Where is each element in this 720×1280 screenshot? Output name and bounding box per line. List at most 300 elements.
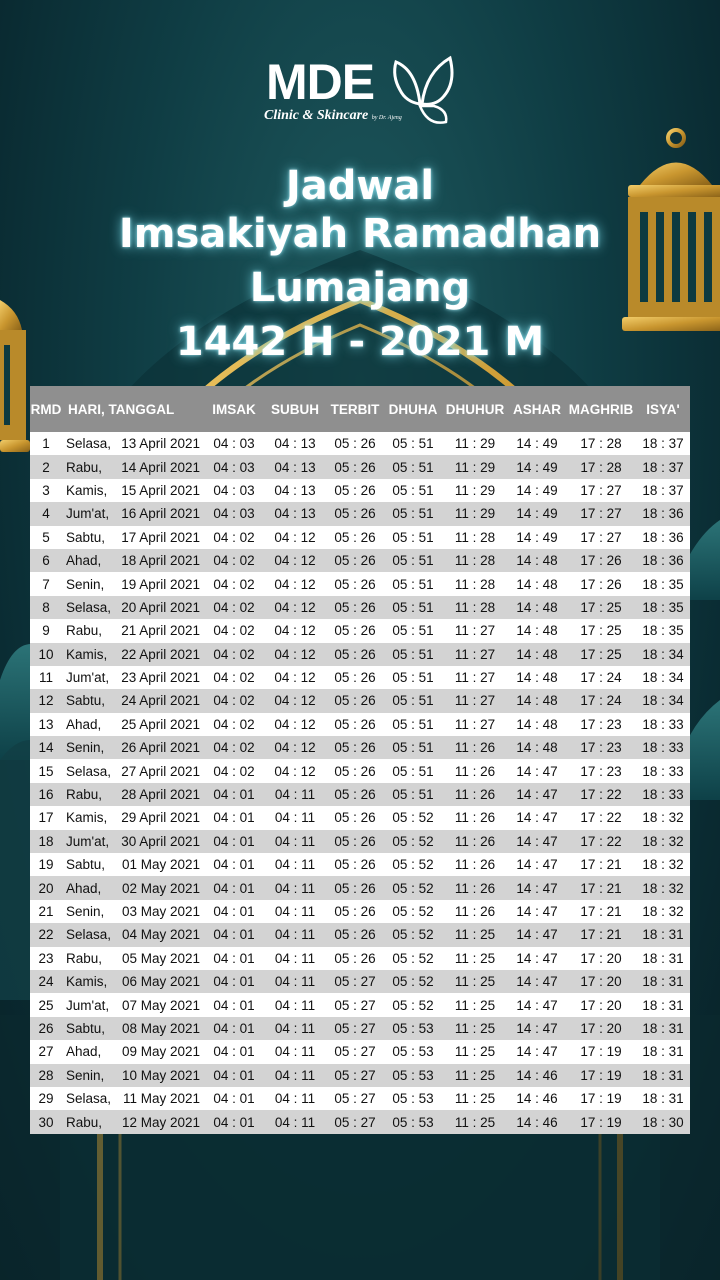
- cell-imsak: 04 : 01: [213, 857, 255, 873]
- cell-terbit: 05 : 26: [334, 950, 376, 966]
- cell-ashar: 14 : 49: [516, 459, 558, 475]
- cell-ashar: 14 : 48: [516, 599, 558, 615]
- cell-subuh: 04 : 11: [274, 997, 316, 1013]
- cell-isya: 18 : 32: [642, 880, 684, 896]
- cell-subuh: 04 : 11: [274, 880, 316, 896]
- header-isya: ISYA': [646, 401, 680, 417]
- cell-rmd: 12: [38, 693, 54, 709]
- cell-terbit: 05 : 26: [334, 553, 376, 569]
- cell-subuh: 04 : 11: [274, 833, 316, 849]
- cell-subuh: 04 : 11: [274, 927, 316, 943]
- cell-imsak: 04 : 02: [213, 599, 255, 615]
- cell-rmd: 20: [38, 880, 54, 896]
- cell-imsak: 04 : 01: [213, 810, 255, 826]
- cell-subuh: 04 : 11: [274, 904, 316, 919]
- cell-hari: Ahad,: [66, 553, 102, 569]
- imsakiyah-schedule-table: [30, 386, 690, 1134]
- table-row: [30, 549, 690, 572]
- header-subuh: SUBUH: [270, 401, 319, 417]
- cell-rmd: 15: [38, 763, 54, 779]
- cell-terbit: 05 : 26: [334, 810, 376, 826]
- cell-imsak: 04 : 03: [213, 459, 255, 475]
- cell-imsak: 04 : 03: [213, 436, 255, 452]
- cell-dhuhur: 11 : 25: [454, 1044, 496, 1060]
- cell-tanggal: 10 May 2021: [121, 1067, 200, 1083]
- cell-terbit: 05 : 27: [334, 1067, 376, 1083]
- cell-dhuha: 05 : 51: [392, 646, 434, 662]
- cell-dhuhur: 11 : 28: [454, 576, 496, 592]
- table-row: [30, 666, 690, 689]
- cell-imsak: 04 : 01: [213, 787, 255, 803]
- cell-dhuha: 05 : 51: [392, 482, 434, 498]
- table-row: [30, 759, 690, 782]
- cell-rmd: 11: [38, 670, 53, 686]
- cell-imsak: 04 : 02: [213, 623, 255, 639]
- cell-ashar: 14 : 47: [516, 833, 558, 849]
- cell-maghrib: 17 : 25: [580, 646, 622, 662]
- cell-tanggal: 06 May 2021: [121, 974, 200, 990]
- cell-ashar: 14 : 48: [516, 670, 558, 686]
- cell-ashar: 14 : 48: [516, 553, 558, 569]
- cell-terbit: 05 : 26: [334, 646, 376, 662]
- cell-hari: Rabu,: [66, 1114, 103, 1130]
- cell-rmd: 10: [38, 646, 54, 662]
- cell-isya: 18 : 31: [642, 927, 684, 943]
- cell-tanggal: 11 May 2021: [122, 1091, 200, 1107]
- cell-ashar: 14 : 47: [516, 997, 558, 1013]
- cell-isya: 18 : 31: [642, 997, 684, 1013]
- table-row: [30, 572, 690, 595]
- header-rmd: RMD: [30, 401, 62, 417]
- cell-dhuha: 05 : 51: [392, 716, 434, 732]
- cell-subuh: 04 : 12: [274, 599, 316, 615]
- brand-tagline: Clinic & Skincare by Dr. Ajeng: [264, 108, 402, 123]
- cell-rmd: 23: [38, 950, 54, 966]
- cell-tanggal: 17 April 2021: [121, 529, 200, 545]
- cell-subuh: 04 : 13: [274, 482, 316, 498]
- cell-maghrib: 17 : 23: [580, 763, 622, 779]
- table-row: [30, 1064, 690, 1087]
- cell-isya: 18 : 31: [642, 974, 684, 990]
- cell-terbit: 05 : 26: [334, 904, 376, 919]
- cell-terbit: 05 : 26: [334, 459, 376, 475]
- cell-ashar: 14 : 47: [516, 857, 558, 873]
- cell-maghrib: 17 : 21: [580, 857, 622, 873]
- cell-rmd: 6: [42, 553, 50, 569]
- cell-isya: 18 : 37: [642, 459, 684, 475]
- cell-tanggal: 28 April 2021: [121, 787, 200, 803]
- table-row: [30, 970, 690, 993]
- cell-tanggal: 20 April 2021: [121, 599, 200, 615]
- cell-subuh: 04 : 12: [274, 693, 316, 709]
- cell-hari: Selasa,: [66, 1091, 112, 1107]
- cell-hari: Senin,: [66, 576, 105, 592]
- cell-rmd: 25: [38, 997, 54, 1013]
- cell-ashar: 14 : 48: [516, 716, 558, 732]
- cell-dhuhur: 11 : 29: [454, 436, 496, 452]
- cell-imsak: 04 : 01: [213, 1044, 255, 1060]
- cell-dhuha: 05 : 53: [392, 1067, 434, 1083]
- table-row: [30, 689, 690, 712]
- cell-ashar: 14 : 47: [516, 1044, 558, 1060]
- cell-hari: Rabu,: [66, 787, 103, 803]
- cell-ashar: 14 : 47: [516, 787, 558, 803]
- cell-imsak: 04 : 01: [213, 904, 255, 919]
- brand-name: MDE: [266, 54, 375, 110]
- cell-imsak: 04 : 01: [213, 833, 255, 849]
- cell-imsak: 04 : 01: [213, 997, 255, 1013]
- cell-maghrib: 17 : 23: [580, 716, 622, 732]
- cell-subuh: 04 : 11: [274, 1020, 316, 1036]
- cell-terbit: 05 : 26: [334, 482, 376, 498]
- cell-tanggal: 29 April 2021: [121, 810, 200, 826]
- cell-tanggal: 23 April 2021: [121, 670, 200, 686]
- cell-dhuhur: 11 : 25: [454, 997, 496, 1013]
- cell-ashar: 14 : 47: [516, 810, 558, 826]
- table-row: [30, 713, 690, 736]
- cell-tanggal: 02 May 2021: [121, 880, 200, 896]
- cell-imsak: 04 : 01: [213, 974, 255, 990]
- cell-imsak: 04 : 02: [213, 740, 255, 756]
- cell-rmd: 8: [42, 599, 50, 615]
- cell-dhuha: 05 : 51: [392, 459, 434, 475]
- cell-terbit: 05 : 26: [334, 506, 376, 522]
- cell-dhuhur: 11 : 26: [454, 904, 496, 919]
- cell-rmd: 19: [38, 857, 54, 873]
- table-row: [30, 1017, 690, 1040]
- cell-maghrib: 17 : 20: [580, 997, 622, 1013]
- cell-imsak: 04 : 02: [213, 646, 255, 662]
- cell-ashar: 14 : 47: [516, 1020, 558, 1036]
- cell-imsak: 04 : 03: [213, 506, 255, 522]
- cell-subuh: 04 : 13: [274, 459, 316, 475]
- cell-dhuhur: 11 : 26: [454, 880, 496, 896]
- cell-dhuha: 05 : 51: [392, 436, 434, 452]
- cell-isya: 18 : 32: [642, 857, 684, 873]
- table-row: [30, 853, 690, 876]
- cell-maghrib: 17 : 22: [580, 787, 622, 803]
- cell-hari: Senin,: [66, 740, 105, 756]
- cell-imsak: 04 : 01: [213, 1091, 255, 1107]
- table-row: [30, 1087, 690, 1110]
- cell-isya: 18 : 36: [642, 553, 684, 569]
- cell-tanggal: 18 April 2021: [121, 553, 200, 569]
- cell-dhuhur: 11 : 27: [454, 670, 496, 686]
- table-row: [30, 643, 690, 666]
- cell-maghrib: 17 : 28: [580, 459, 622, 475]
- table-row: [30, 619, 690, 642]
- cell-isya: 18 : 31: [642, 1044, 684, 1060]
- cell-maghrib: 17 : 19: [580, 1044, 622, 1060]
- cell-dhuha: 05 : 52: [392, 950, 434, 966]
- cell-maghrib: 17 : 20: [580, 950, 622, 966]
- cell-ashar: 14 : 48: [516, 646, 558, 662]
- cell-hari: Kamis,: [66, 646, 108, 662]
- cell-isya: 18 : 37: [642, 482, 684, 498]
- cell-subuh: 04 : 12: [274, 763, 316, 779]
- cell-subuh: 04 : 11: [274, 787, 316, 803]
- cell-tanggal: 16 April 2021: [121, 506, 200, 522]
- cell-hari: Sabtu,: [66, 1020, 106, 1036]
- schedule-table-container: [30, 386, 690, 1134]
- cell-imsak: 04 : 02: [213, 670, 255, 686]
- cell-subuh: 04 : 11: [274, 1114, 316, 1130]
- header-imsak: IMSAK: [212, 401, 256, 417]
- cell-ashar: 14 : 47: [516, 927, 558, 943]
- cell-rmd: 13: [38, 716, 54, 732]
- cell-subuh: 04 : 12: [274, 646, 316, 662]
- cell-dhuha: 05 : 53: [392, 1114, 434, 1130]
- cell-isya: 18 : 31: [642, 1020, 684, 1036]
- cell-dhuhur: 11 : 25: [454, 1067, 496, 1083]
- cell-dhuhur: 11 : 28: [454, 599, 496, 615]
- cell-dhuha: 05 : 51: [392, 670, 434, 686]
- cell-hari: Senin,: [66, 904, 105, 919]
- cell-maghrib: 17 : 26: [580, 553, 622, 569]
- header-hari-tanggal: HARI, TANGGAL: [68, 401, 175, 417]
- cell-dhuha: 05 : 52: [392, 904, 434, 919]
- cell-ashar: 14 : 49: [516, 529, 558, 545]
- cell-terbit: 05 : 27: [334, 1044, 376, 1060]
- cell-rmd: 30: [38, 1114, 54, 1130]
- cell-hari: Kamis,: [66, 482, 108, 498]
- cell-imsak: 04 : 02: [213, 763, 255, 779]
- cell-dhuha: 05 : 51: [392, 599, 434, 615]
- table-row: [30, 1110, 690, 1133]
- cell-imsak: 04 : 01: [213, 950, 255, 966]
- cell-dhuha: 05 : 52: [392, 880, 434, 896]
- cell-terbit: 05 : 26: [334, 436, 376, 452]
- cell-rmd: 16: [38, 787, 54, 803]
- title-line-3: Lumajang: [249, 265, 471, 311]
- cell-tanggal: 26 April 2021: [121, 740, 200, 756]
- cell-terbit: 05 : 26: [334, 576, 376, 592]
- cell-hari: Ahad,: [66, 716, 102, 732]
- title-line-1: Jadwal: [285, 163, 435, 209]
- cell-maghrib: 17 : 27: [580, 506, 622, 522]
- cell-maghrib: 17 : 22: [580, 833, 622, 849]
- cell-terbit: 05 : 27: [334, 1020, 376, 1036]
- cell-tanggal: 19 April 2021: [121, 576, 200, 592]
- cell-terbit: 05 : 26: [334, 623, 376, 639]
- table-row: [30, 526, 690, 549]
- cell-isya: 18 : 34: [642, 670, 684, 686]
- cell-subuh: 04 : 11: [274, 974, 316, 990]
- cell-terbit: 05 : 27: [334, 1114, 376, 1130]
- cell-ashar: 14 : 49: [516, 482, 558, 498]
- header-dhuha: DHUHA: [388, 401, 438, 417]
- cell-isya: 18 : 33: [642, 763, 684, 779]
- cell-subuh: 04 : 12: [274, 529, 316, 545]
- cell-ashar: 14 : 47: [516, 974, 558, 990]
- cell-isya: 18 : 34: [642, 693, 684, 709]
- table-row: [30, 900, 690, 923]
- cell-imsak: 04 : 01: [213, 880, 255, 896]
- cell-hari: Ahad,: [66, 880, 102, 896]
- cell-dhuhur: 11 : 26: [454, 787, 496, 803]
- cell-dhuhur: 11 : 25: [454, 1114, 496, 1130]
- cell-ashar: 14 : 48: [516, 576, 558, 592]
- cell-imsak: 04 : 02: [213, 693, 255, 709]
- table-row: [30, 876, 690, 899]
- table-row: [30, 736, 690, 759]
- cell-tanggal: 22 April 2021: [121, 646, 200, 662]
- cell-tanggal: 09 May 2021: [121, 1044, 200, 1060]
- cell-terbit: 05 : 26: [334, 716, 376, 732]
- cell-tanggal: 13 April 2021: [121, 436, 200, 452]
- cell-ashar: 14 : 46: [516, 1114, 558, 1130]
- cell-maghrib: 17 : 22: [580, 810, 622, 826]
- cell-ashar: 14 : 46: [516, 1091, 558, 1107]
- cell-maghrib: 17 : 21: [580, 927, 622, 943]
- cell-isya: 18 : 35: [642, 599, 684, 615]
- cell-subuh: 04 : 11: [274, 950, 316, 966]
- cell-hari: Selasa,: [66, 436, 112, 452]
- cell-maghrib: 17 : 26: [580, 576, 622, 592]
- cell-subuh: 04 : 11: [274, 1044, 316, 1060]
- cell-dhuha: 05 : 51: [392, 506, 434, 522]
- cell-rmd: 24: [38, 974, 54, 990]
- cell-maghrib: 17 : 28: [580, 436, 622, 452]
- cell-dhuha: 05 : 52: [392, 833, 434, 849]
- cell-hari: Sabtu,: [66, 693, 106, 709]
- cell-dhuha: 05 : 52: [392, 997, 434, 1013]
- cell-dhuha: 05 : 51: [392, 763, 434, 779]
- cell-dhuhur: 11 : 28: [454, 553, 496, 569]
- cell-tanggal: 01 May 2021: [121, 857, 200, 873]
- cell-dhuhur: 11 : 27: [454, 623, 496, 639]
- cell-ashar: 14 : 49: [516, 506, 558, 522]
- cell-maghrib: 17 : 21: [580, 904, 622, 919]
- table-row: [30, 432, 690, 455]
- cell-dhuhur: 11 : 25: [454, 927, 496, 943]
- cell-dhuhur: 11 : 27: [454, 693, 496, 709]
- cell-dhuhur: 11 : 29: [454, 482, 496, 498]
- cell-ashar: 14 : 46: [516, 1067, 558, 1083]
- cell-dhuhur: 11 : 27: [454, 716, 496, 732]
- cell-hari: Sabtu,: [66, 857, 106, 873]
- cell-terbit: 05 : 26: [334, 763, 376, 779]
- cell-dhuha: 05 : 52: [392, 857, 434, 873]
- cell-terbit: 05 : 27: [334, 997, 376, 1013]
- cell-rmd: 27: [38, 1044, 54, 1060]
- table-body: [30, 432, 690, 1134]
- cell-terbit: 05 : 26: [334, 599, 376, 615]
- cell-tanggal: 14 April 2021: [121, 459, 200, 475]
- cell-hari: Selasa,: [66, 599, 112, 615]
- cell-dhuhur: 11 : 25: [454, 950, 496, 966]
- cell-imsak: 04 : 02: [213, 576, 255, 592]
- cell-isya: 18 : 37: [642, 436, 684, 452]
- cell-isya: 18 : 34: [642, 646, 684, 662]
- cell-dhuhur: 11 : 28: [454, 529, 496, 545]
- cell-terbit: 05 : 26: [334, 880, 376, 896]
- cell-subuh: 04 : 11: [274, 810, 316, 826]
- cell-dhuha: 05 : 51: [392, 787, 434, 803]
- table-row: [30, 1040, 690, 1063]
- cell-tanggal: 30 April 2021: [121, 833, 200, 849]
- cell-terbit: 05 : 26: [334, 927, 376, 943]
- cell-rmd: 7: [42, 576, 50, 592]
- table-row: [30, 783, 690, 806]
- cell-terbit: 05 : 26: [334, 857, 376, 873]
- cell-subuh: 04 : 11: [274, 1091, 316, 1107]
- cell-rmd: 1: [42, 436, 50, 452]
- cell-dhuha: 05 : 53: [392, 1044, 434, 1060]
- cell-dhuha: 05 : 52: [392, 974, 434, 990]
- cell-hari: Sabtu,: [66, 529, 106, 545]
- cell-ashar: 14 : 47: [516, 880, 558, 896]
- cell-hari: Kamis,: [66, 810, 108, 826]
- cell-rmd: 22: [38, 927, 54, 943]
- cell-maghrib: 17 : 27: [580, 482, 622, 498]
- cell-terbit: 05 : 26: [334, 740, 376, 756]
- cell-maghrib: 17 : 19: [580, 1114, 622, 1130]
- cell-dhuhur: 11 : 29: [454, 459, 496, 475]
- cell-imsak: 04 : 01: [213, 1020, 255, 1036]
- cell-rmd: 29: [38, 1091, 54, 1107]
- cell-tanggal: 15 April 2021: [121, 482, 200, 498]
- cell-terbit: 05 : 26: [334, 529, 376, 545]
- cell-maghrib: 17 : 20: [580, 974, 622, 990]
- cell-hari: Kamis,: [66, 974, 108, 990]
- cell-maghrib: 17 : 23: [580, 740, 622, 756]
- cell-maghrib: 17 : 25: [580, 623, 622, 639]
- cell-tanggal: 07 May 2021: [121, 997, 200, 1013]
- cell-dhuha: 05 : 51: [392, 623, 434, 639]
- cell-ashar: 14 : 47: [516, 763, 558, 779]
- cell-tanggal: 05 May 2021: [121, 950, 200, 966]
- cell-isya: 18 : 32: [642, 904, 684, 919]
- cell-dhuhur: 11 : 25: [454, 1091, 496, 1107]
- cell-ashar: 14 : 48: [516, 693, 558, 709]
- cell-ashar: 14 : 49: [516, 436, 558, 452]
- cell-dhuha: 05 : 53: [392, 1091, 434, 1107]
- cell-maghrib: 17 : 24: [580, 670, 622, 686]
- cell-subuh: 04 : 13: [274, 506, 316, 522]
- cell-terbit: 05 : 26: [334, 787, 376, 803]
- table-header-row: [30, 386, 690, 432]
- cell-subuh: 04 : 12: [274, 553, 316, 569]
- cell-dhuhur: 11 : 26: [454, 810, 496, 826]
- cell-isya: 18 : 33: [642, 787, 684, 803]
- cell-rmd: 14: [38, 740, 54, 756]
- cell-maghrib: 17 : 25: [580, 599, 622, 615]
- cell-hari: Jum'at,: [66, 670, 110, 686]
- cell-isya: 18 : 36: [642, 506, 684, 522]
- brand-logo: [262, 52, 462, 132]
- cell-terbit: 05 : 26: [334, 693, 376, 709]
- cell-subuh: 04 : 12: [274, 576, 316, 592]
- cell-imsak: 04 : 02: [213, 716, 255, 732]
- cell-maghrib: 17 : 24: [580, 693, 622, 709]
- cell-terbit: 05 : 27: [334, 1091, 376, 1107]
- cell-dhuhur: 11 : 25: [454, 1020, 496, 1036]
- cell-maghrib: 17 : 21: [580, 880, 622, 896]
- cell-dhuhur: 11 : 26: [454, 763, 496, 779]
- table-row: [30, 479, 690, 502]
- cell-dhuha: 05 : 52: [392, 810, 434, 826]
- cell-rmd: 21: [38, 904, 54, 919]
- cell-imsak: 04 : 02: [213, 553, 255, 569]
- cell-maghrib: 17 : 27: [580, 529, 622, 545]
- cell-subuh: 04 : 12: [274, 623, 316, 639]
- cell-terbit: 05 : 26: [334, 670, 376, 686]
- cell-isya: 18 : 33: [642, 716, 684, 732]
- cell-maghrib: 17 : 20: [580, 1020, 622, 1036]
- cell-ashar: 14 : 48: [516, 740, 558, 756]
- cell-dhuhur: 11 : 27: [454, 646, 496, 662]
